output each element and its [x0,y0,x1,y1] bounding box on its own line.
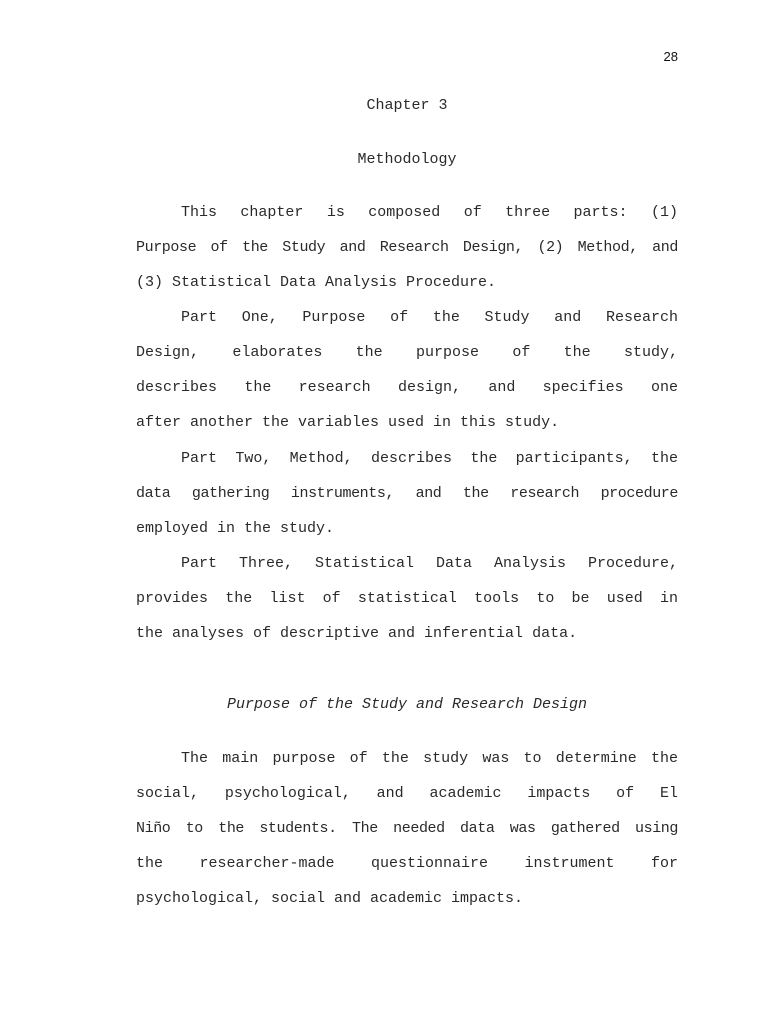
text-line: Part Three, Statistical Data Analysis Procedure, [181,555,678,572]
page-number: 28 [663,49,678,64]
text-line: employed in the study. [136,520,335,537]
text-line: the analyses of descriptive and inferential data. [136,625,578,642]
text-line: Part One, Purpose of the Study and Research [181,309,678,326]
text-line: social, psychological, and academic impacts of El [136,785,678,802]
chapter-label: Chapter 3 [366,97,448,114]
text-line: data gathering instruments, and the research procedure [136,485,678,502]
text-line: describes the research design, and specifies one [136,379,678,396]
text-line: the researcher-made questionnaire instrument for [136,855,678,872]
section-title: Purpose of the Study and Research Design [226,696,588,713]
text-line: Niño to the students. The needed data was gathered using [136,820,678,837]
text-line: Purpose of the Study and Research Design, (2) Method, and [136,239,678,256]
text-line: provides the list of statistical tools to be used in [136,590,678,607]
chapter-title: Methodology [357,151,457,168]
text-line: after another the variables used in this study. [136,414,560,431]
text-line: Part Two, Method, describes the participants, the [181,450,678,467]
text-line: The main purpose of the study was to determine the [181,750,678,767]
text-line: (3) Statistical Data Analysis Procedure. [136,274,497,291]
text-line: Design, elaborates the purpose of the study, [136,344,678,361]
text-line: This chapter is composed of three parts: (1) [181,204,678,221]
text-line: psychological, social and academic impacts. [136,890,524,907]
